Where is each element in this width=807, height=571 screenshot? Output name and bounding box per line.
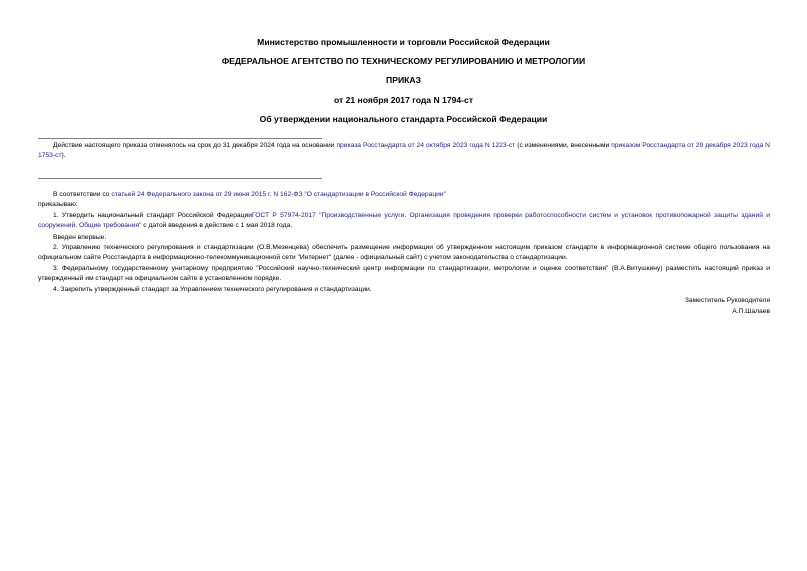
note-text: Действие настоящего приказа отменялось на срок до 31 декабря 2024 года на основании — [53, 142, 337, 149]
order-item-3: 3. Федеральному государственному унитарному предприятию "Российский научно-технический центр информации по стандартизации, метрологии и оценке соответствия" (В.А.Витушкину) разместить настоящий приказ и утвержденный им стандарт на официальном сайте в установленном порядке. — [38, 265, 770, 283]
document-subject: Об утверждении национального стандарта Российской Федерации — [259, 114, 548, 124]
order-word: приказываю: — [38, 201, 78, 208]
item1-text: с датой введения в действие с 1 мая 2018 года. — [141, 222, 293, 230]
law-link[interactable]: статьей 24 Федерального закона от 29 июня 2015 г. N 162-ФЗ "О стандартизации в Российской Федерации" — [111, 191, 447, 198]
note-divider-top — [38, 138, 322, 139]
note-text: ). — [61, 152, 66, 160]
item1-text: 1. Утвердить национальный стандарт Российской Федерации — [53, 212, 252, 219]
signature-position: Заместитель Руководителя — [684, 297, 770, 304]
order-item-4: 4. Закрепить утвержденный стандарт за Управлением технического регулирования и стандартизации. — [53, 286, 372, 293]
note-link-order-1753[interactable]: приказом Росстандарта от 29 декабря 2023 года N 1753-ст — [38, 142, 770, 160]
note-text: (с изменениями, внесенными — [515, 142, 612, 149]
document-date-number: от 21 ноября 2017 года N 1794-ст — [333, 95, 474, 105]
gost-link[interactable]: ГОСТ Р 57974-2017 "Производственные услуги. Организация проведения проверки работоспособности систем и установок противопожарной защиты зданий и сооружений. Общие требования" — [38, 212, 770, 230]
order-item-1 — [38, 211, 770, 231]
basis-text: В соответствии со — [53, 191, 112, 198]
note-link-order-1223[interactable]: приказа Росстандарта от 24 октября 2023 года N 1223-ст — [336, 142, 516, 149]
legal-basis — [38, 190, 770, 200]
document-type: ПРИКАЗ — [386, 75, 421, 85]
introduced-note: Введен впервые. — [53, 234, 107, 241]
cancellation-note — [38, 141, 770, 161]
note-divider-bottom — [38, 178, 322, 179]
ministry-name: Министерство промышленности и торговли Российской Федерации — [257, 37, 550, 47]
agency-name: ФЕДЕРАЛЬНОЕ АГЕНТСТВО ПО ТЕХНИЧЕСКОМУ РЕГУЛИРОВАНИЮ И МЕТРОЛОГИИ — [221, 56, 586, 66]
order-item-2: 2. Управлению технического регулирования и стандартизации (О.В.Мезенцева) обеспечить размещение информации об утвержденном настоящим приказом стандарте в информационной системе общего пользования на официальном сайте Росстандарта в информационно-телекоммуникационной сети "Интернет" (далее - официальный сайт) с учетом законодательства о стандартизации. — [38, 244, 770, 262]
signature-name: А.П.Шалаев — [732, 308, 770, 315]
